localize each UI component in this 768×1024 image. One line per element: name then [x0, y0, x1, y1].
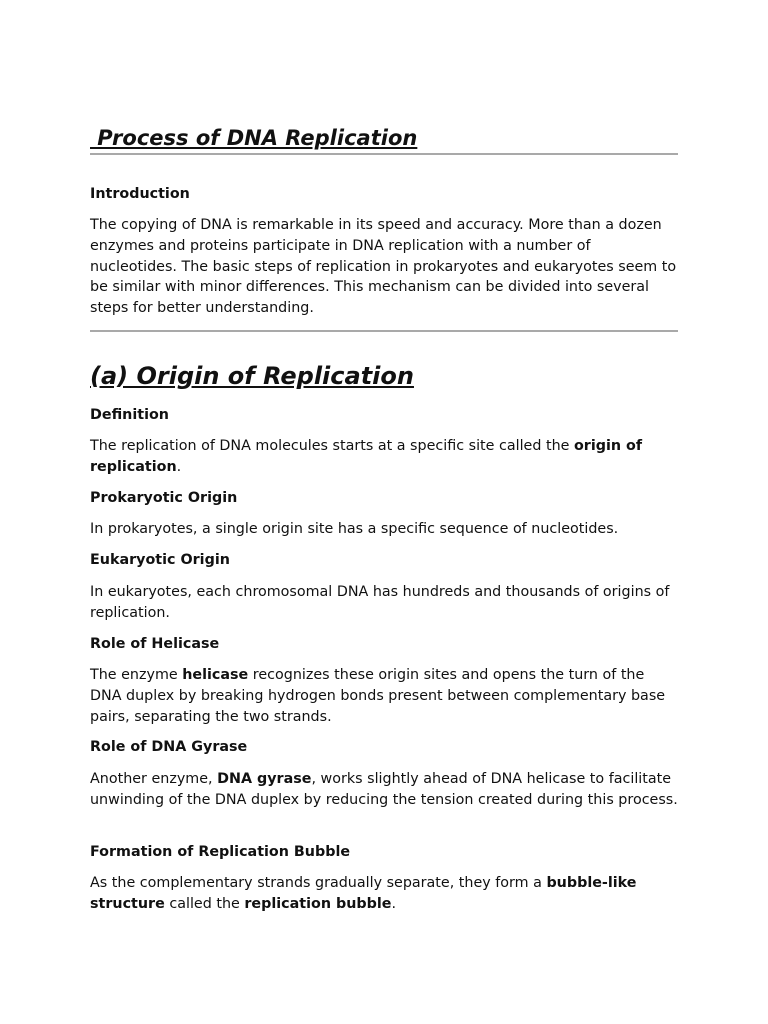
gyrase-heading: Role of DNA Gyrase [90, 739, 248, 755]
intro-divider [90, 330, 678, 332]
definition-heading: Definition [90, 407, 169, 423]
bubble-text-before: As the complementary strands gradually separate, they form a [90, 875, 547, 891]
definition-term-origin: origin of replication [90, 438, 643, 475]
gyrase-text-before: Another enzyme, [90, 771, 218, 787]
helicase-term: helicase [182, 667, 249, 683]
bubble-paragraph [90, 873, 678, 915]
gyrase-term: DNA gyrase [217, 771, 312, 787]
bubble-text-after: . [391, 895, 397, 912]
bubble-term-structure: bubble-like structure [90, 875, 637, 912]
title-divider [90, 153, 678, 155]
document-title: Process of DNA Replication [90, 126, 418, 150]
section-a-title: (a) Origin of Replication [90, 362, 414, 390]
gyrase-paragraph [90, 769, 678, 811]
prokaryotic-heading: Prokaryotic Origin [90, 490, 238, 506]
bubble-heading: Formation of Replication Bubble [90, 844, 351, 860]
helicase-heading: Role of Helicase [90, 636, 220, 652]
gyrase-text-after: , works slightly ahead of DNA helicase to facilitate unwinding of the DNA duplex by reducing the tension created during this process. [90, 771, 678, 808]
helicase-text-after: recognizes these origin sites and opens the turn of the DNA duplex by breaking hydrogen bonds present between complementary base pairs, separating the two strands. [90, 667, 666, 725]
definition-text-before: The replication of DNA molecules starts at a specific site called the [90, 438, 574, 454]
intro-heading: Introduction [90, 186, 190, 202]
definition-paragraph [90, 436, 678, 478]
bubble-term-replication-bubble: replication bubble [244, 895, 392, 912]
helicase-text-before: The enzyme [90, 667, 183, 683]
bubble-text-middle: called the [164, 895, 245, 912]
prokaryotic-paragraph: In prokaryotes, a single origin site has a specific sequence of nucleotides. [90, 521, 619, 537]
eukaryotic-heading: Eukaryotic Origin [90, 552, 230, 568]
intro-paragraph: The copying of DNA is remarkable in its speed and accuracy. More than a dozen enzymes and proteins participate in DNA replication with a number of nucleotides. The basic steps of replication in prokaryotes and eukaryotes seem to be similar with minor differences. This mechanism can be divided into several steps for better understanding. [90, 217, 677, 317]
eukaryotic-paragraph: In eukaryotes, each chromosomal DNA has hundreds and thousands of origins of replication. [90, 584, 670, 621]
definition-text-after: . [176, 458, 182, 475]
helicase-paragraph [90, 665, 678, 727]
